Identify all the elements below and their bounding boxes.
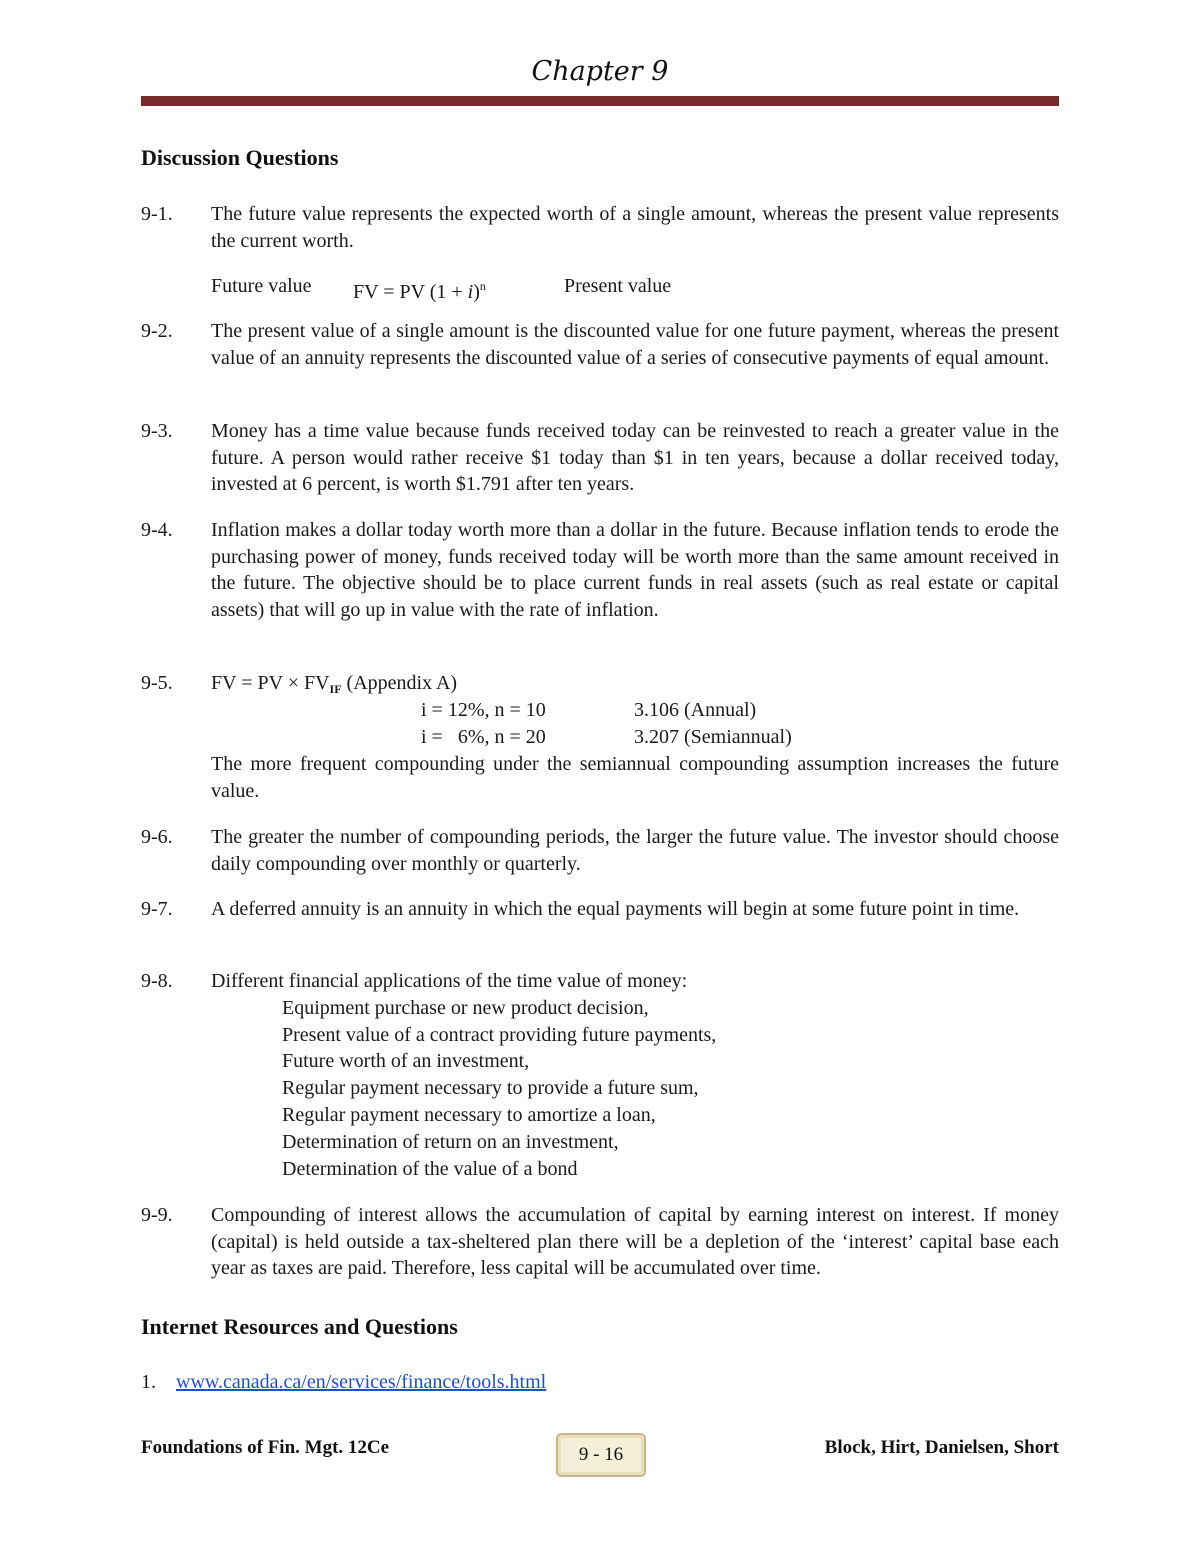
formula-tail: (Appendix A) xyxy=(341,672,458,694)
formula-fv-exponent: n xyxy=(479,279,486,293)
chapter-divider xyxy=(141,96,1059,106)
list-item: Future worth of an investment, xyxy=(282,1050,530,1073)
formula-main: FV = PV × FV xyxy=(211,672,330,694)
rate-row-2-left: i = 6%, n = 20 xyxy=(421,726,546,748)
formula-fv xyxy=(353,273,486,305)
list-item: Determination of return on an investment, xyxy=(282,1130,619,1153)
question-number: 9-2. xyxy=(141,320,173,342)
question-number: 9-4. xyxy=(141,519,173,541)
chapter-title: Chapter 9 xyxy=(531,56,669,87)
question-body xyxy=(211,968,1059,1182)
formula-fv-close: ) xyxy=(473,281,480,303)
list-item: Present value of a contract providing future payments, xyxy=(282,1023,717,1046)
question-9-8 xyxy=(141,968,1059,1182)
list-item: Regular payment necessary to amortize a loan, xyxy=(282,1103,656,1126)
question-text: The more frequent compounding under the semiannual compounding assumption increases the future value. xyxy=(211,753,1059,802)
question-9-9 xyxy=(141,1202,1059,1282)
formula-label-future-value: Future value xyxy=(211,275,312,297)
question-number: 9-7. xyxy=(141,898,173,920)
application-list xyxy=(282,995,1059,1183)
page-number: 9 - 16 xyxy=(556,1433,646,1477)
question-text: A deferred annuity is an annuity in which the equal payments will begin at some future point in time. xyxy=(211,898,1020,920)
question-number-9-5: 9-5. xyxy=(141,672,173,694)
question-number: 9-8. xyxy=(141,970,173,992)
formula-fv-i: i xyxy=(467,281,474,303)
section-heading-discussion: Discussion Questions xyxy=(141,145,339,170)
resource-number: 1. xyxy=(141,1371,156,1393)
section-heading-internet: Internet Resources and Questions xyxy=(141,1314,458,1339)
question-text: Money has a time value because funds received today can be reinvested to reach a greater value in the future. A person would rather receive $1 today than $1 in ten years, because a dollar received today, invested at 6 percent, is worth $1.791 after ten years. xyxy=(211,420,1059,495)
question-number: 9-6. xyxy=(141,826,173,848)
formula-label-present-value: Present value xyxy=(564,275,672,297)
list-item: Determination of the value of a bond xyxy=(282,1157,578,1180)
question-9-5-text xyxy=(141,751,1059,804)
question-text: The future value represents the expected worth of a single amount, whereas the present value represents the current worth. xyxy=(211,203,1059,252)
question-number: 9-3. xyxy=(141,420,173,442)
formula-fv-main: FV = PV (1 + xyxy=(353,281,468,303)
list-item: Equipment purchase or new product decision, xyxy=(282,996,649,1019)
question-9-1 xyxy=(141,201,1059,254)
question-text: Compounding of interest allows the accumulation of capital by earning interest on interest. If money (capital) is held outside a tax-sheltered plan there will be a depletion of the ‘interest’ capital base each year as taxes are paid. Therefore, less capital will be accumulated over time. xyxy=(211,1204,1059,1279)
footer-book-title: Foundations of Fin. Mgt. 12Ce xyxy=(141,1437,390,1458)
list-item: Regular payment necessary to provide a future sum, xyxy=(282,1077,699,1100)
question-text: Different financial applications of the time value of money: xyxy=(211,970,688,992)
question-number: 9-1. xyxy=(141,203,173,225)
question-9-2 xyxy=(141,318,1059,371)
question-9-3 xyxy=(141,418,1059,498)
question-9-4 xyxy=(141,517,1059,623)
rate-row-2-right: 3.207 (Semiannual) xyxy=(634,726,792,748)
question-9-7 xyxy=(141,896,1059,923)
resource-link[interactable]: www.canada.ca/en/services/finance/tools.html xyxy=(176,1371,547,1393)
rate-row-1-left: i = 12%, n = 10 xyxy=(421,699,546,721)
question-number: 9-9. xyxy=(141,1204,173,1226)
question-text: The present value of a single amount is the discounted value for one future payment, whereas the present value of an annuity represents the discounted value of a series of consecutive payments of equal amount. xyxy=(211,320,1059,369)
question-text: Inflation makes a dollar today worth more than a dollar in the future. Because inflation tends to erode the purchasing power of money, funds received today will be worth more than the same amount received in the future. The objective should be to place current funds in real assets (such as real estate or capital assets) that will go up in value with the rate of inflation. xyxy=(211,519,1059,621)
formula-subscript: IF xyxy=(329,682,342,696)
question-text: The greater the number of compounding periods, the larger the future value. The investor should choose daily compounding over monthly or quarterly. xyxy=(211,826,1059,875)
footer-authors: Block, Hirt, Danielsen, Short xyxy=(824,1437,1059,1458)
rate-row-1-right: 3.106 (Annual) xyxy=(634,699,757,721)
question-9-6 xyxy=(141,824,1059,877)
